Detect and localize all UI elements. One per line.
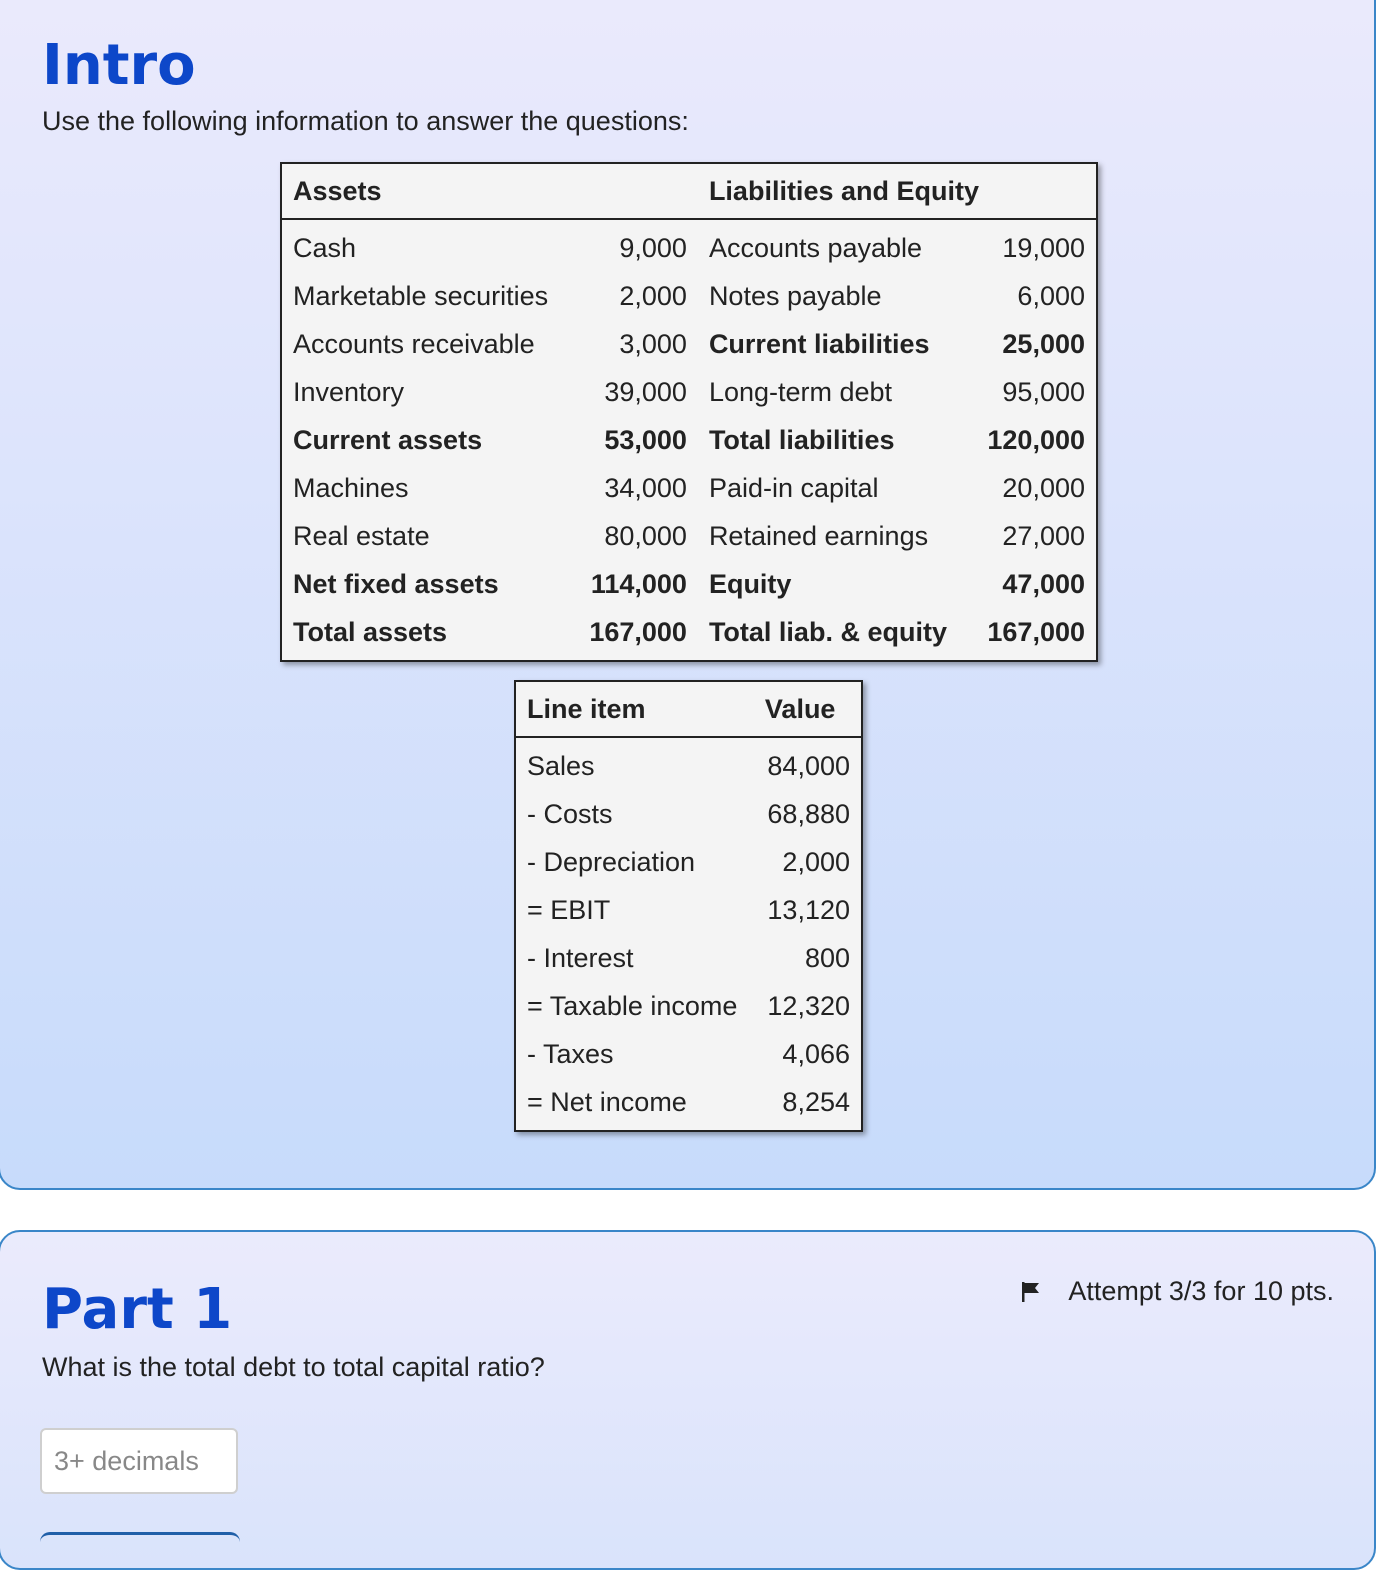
line-item-label: - Taxes (527, 1038, 614, 1069)
line-item-header: Line item (527, 693, 646, 724)
income-statement-body (515, 737, 862, 1131)
balance-sheet-row (281, 608, 1097, 661)
asset-label: Current assets (293, 424, 483, 455)
income-statement-row (515, 1030, 862, 1078)
asset-label: Marketable securities (293, 280, 549, 311)
attempt-text: Attempt 3/3 for 10 pts. (1068, 1276, 1334, 1306)
liability-value: 25,000 (1002, 328, 1085, 359)
balance-sheet-row (281, 464, 1097, 512)
income-statement-table (514, 680, 863, 1132)
income-statement-row (515, 790, 862, 838)
liabilities-equity-header: Liabilities and Equity (708, 175, 979, 206)
answer-input[interactable] (40, 1428, 238, 1494)
line-item-value: 2,000 (782, 846, 850, 877)
income-statement-header-row (515, 681, 862, 737)
income-statement-row (515, 838, 862, 886)
income-statement-row (515, 1078, 862, 1131)
line-item-value: 13,120 (767, 894, 850, 925)
asset-value: 80,000 (604, 520, 687, 551)
intro-instruction: Use the following information to answer the questions: (42, 106, 689, 136)
line-item-value: 84,000 (767, 750, 850, 781)
income-statement-row (515, 737, 862, 790)
line-item-value: 68,880 (767, 798, 850, 829)
balance-sheet-row (281, 219, 1097, 272)
line-item-label: = EBIT (527, 894, 611, 925)
balance-sheet-table (280, 162, 1098, 662)
line-item-value: 800 (804, 942, 850, 973)
asset-label: Total assets (293, 616, 448, 647)
liability-label: Total liabilities (708, 424, 895, 455)
asset-label: Machines (293, 472, 409, 503)
balance-sheet-row (281, 512, 1097, 560)
line-item-value: 8,254 (782, 1086, 850, 1117)
balance-sheet-body (281, 219, 1097, 661)
balance-sheet-row (281, 272, 1097, 320)
income-statement-row (515, 886, 862, 934)
liability-value: 95,000 (1002, 376, 1085, 407)
liability-value: 19,000 (1002, 232, 1085, 263)
part1-card (0, 1230, 1376, 1570)
liability-value: 20,000 (1002, 472, 1085, 503)
assets-header: Assets (293, 175, 382, 206)
line-item-value: 12,320 (767, 990, 850, 1021)
liability-value: 167,000 (987, 616, 1085, 647)
line-item-value: 4,066 (782, 1038, 850, 1069)
line-item-label: - Depreciation (527, 846, 696, 877)
income-statement-row (515, 982, 862, 1030)
asset-value: 167,000 (589, 616, 687, 647)
submit-button[interactable] (40, 1532, 240, 1565)
income-statement-row (515, 934, 862, 982)
line-item-label: - Costs (527, 798, 613, 829)
asset-label: Net fixed assets (293, 568, 499, 599)
liability-label: Notes payable (708, 280, 882, 311)
asset-label: Inventory (293, 376, 405, 407)
asset-value: 3,000 (619, 328, 687, 359)
liability-value: 120,000 (987, 424, 1085, 455)
balance-sheet-row (281, 416, 1097, 464)
line-item-label: = Net income (527, 1086, 687, 1117)
asset-label: Cash (293, 232, 357, 263)
balance-sheet-row (281, 320, 1097, 368)
liability-label: Retained earnings (708, 520, 929, 551)
balance-sheet-row (281, 560, 1097, 608)
value-header: Value (764, 693, 836, 724)
part1-heading: Part 1 (42, 1277, 233, 1342)
line-item-label: = Taxable income (527, 990, 738, 1021)
liability-label: Total liab. & equity (708, 616, 947, 647)
liability-label: Current liabilities (708, 328, 930, 359)
line-item-label: Sales (527, 750, 595, 781)
liability-label: Accounts payable (708, 232, 923, 263)
question-text: What is the total debt to total capital ratio? (42, 1352, 545, 1382)
asset-value: 39,000 (604, 376, 687, 407)
asset-value: 9,000 (619, 232, 687, 263)
liability-label: Equity (708, 568, 792, 599)
asset-value: 53,000 (604, 424, 687, 455)
attempt-indicator (1020, 1276, 1334, 1307)
liability-value: 47,000 (1002, 568, 1085, 599)
liability-label: Long-term debt (708, 376, 893, 407)
asset-label: Accounts receivable (293, 328, 535, 359)
asset-label: Real estate (293, 520, 430, 551)
line-item-label: - Interest (527, 942, 634, 973)
intro-heading: Intro (42, 33, 196, 98)
asset-value: 114,000 (590, 568, 687, 599)
liability-value: 27,000 (1002, 520, 1085, 551)
balance-sheet-header-row (281, 163, 1097, 219)
liability-value: 6,000 (1017, 280, 1085, 311)
asset-value: 34,000 (604, 472, 687, 503)
asset-value: 2,000 (619, 280, 687, 311)
liability-label: Paid-in capital (708, 472, 879, 503)
balance-sheet-row (281, 368, 1097, 416)
flag-icon[interactable] (1020, 1281, 1042, 1303)
